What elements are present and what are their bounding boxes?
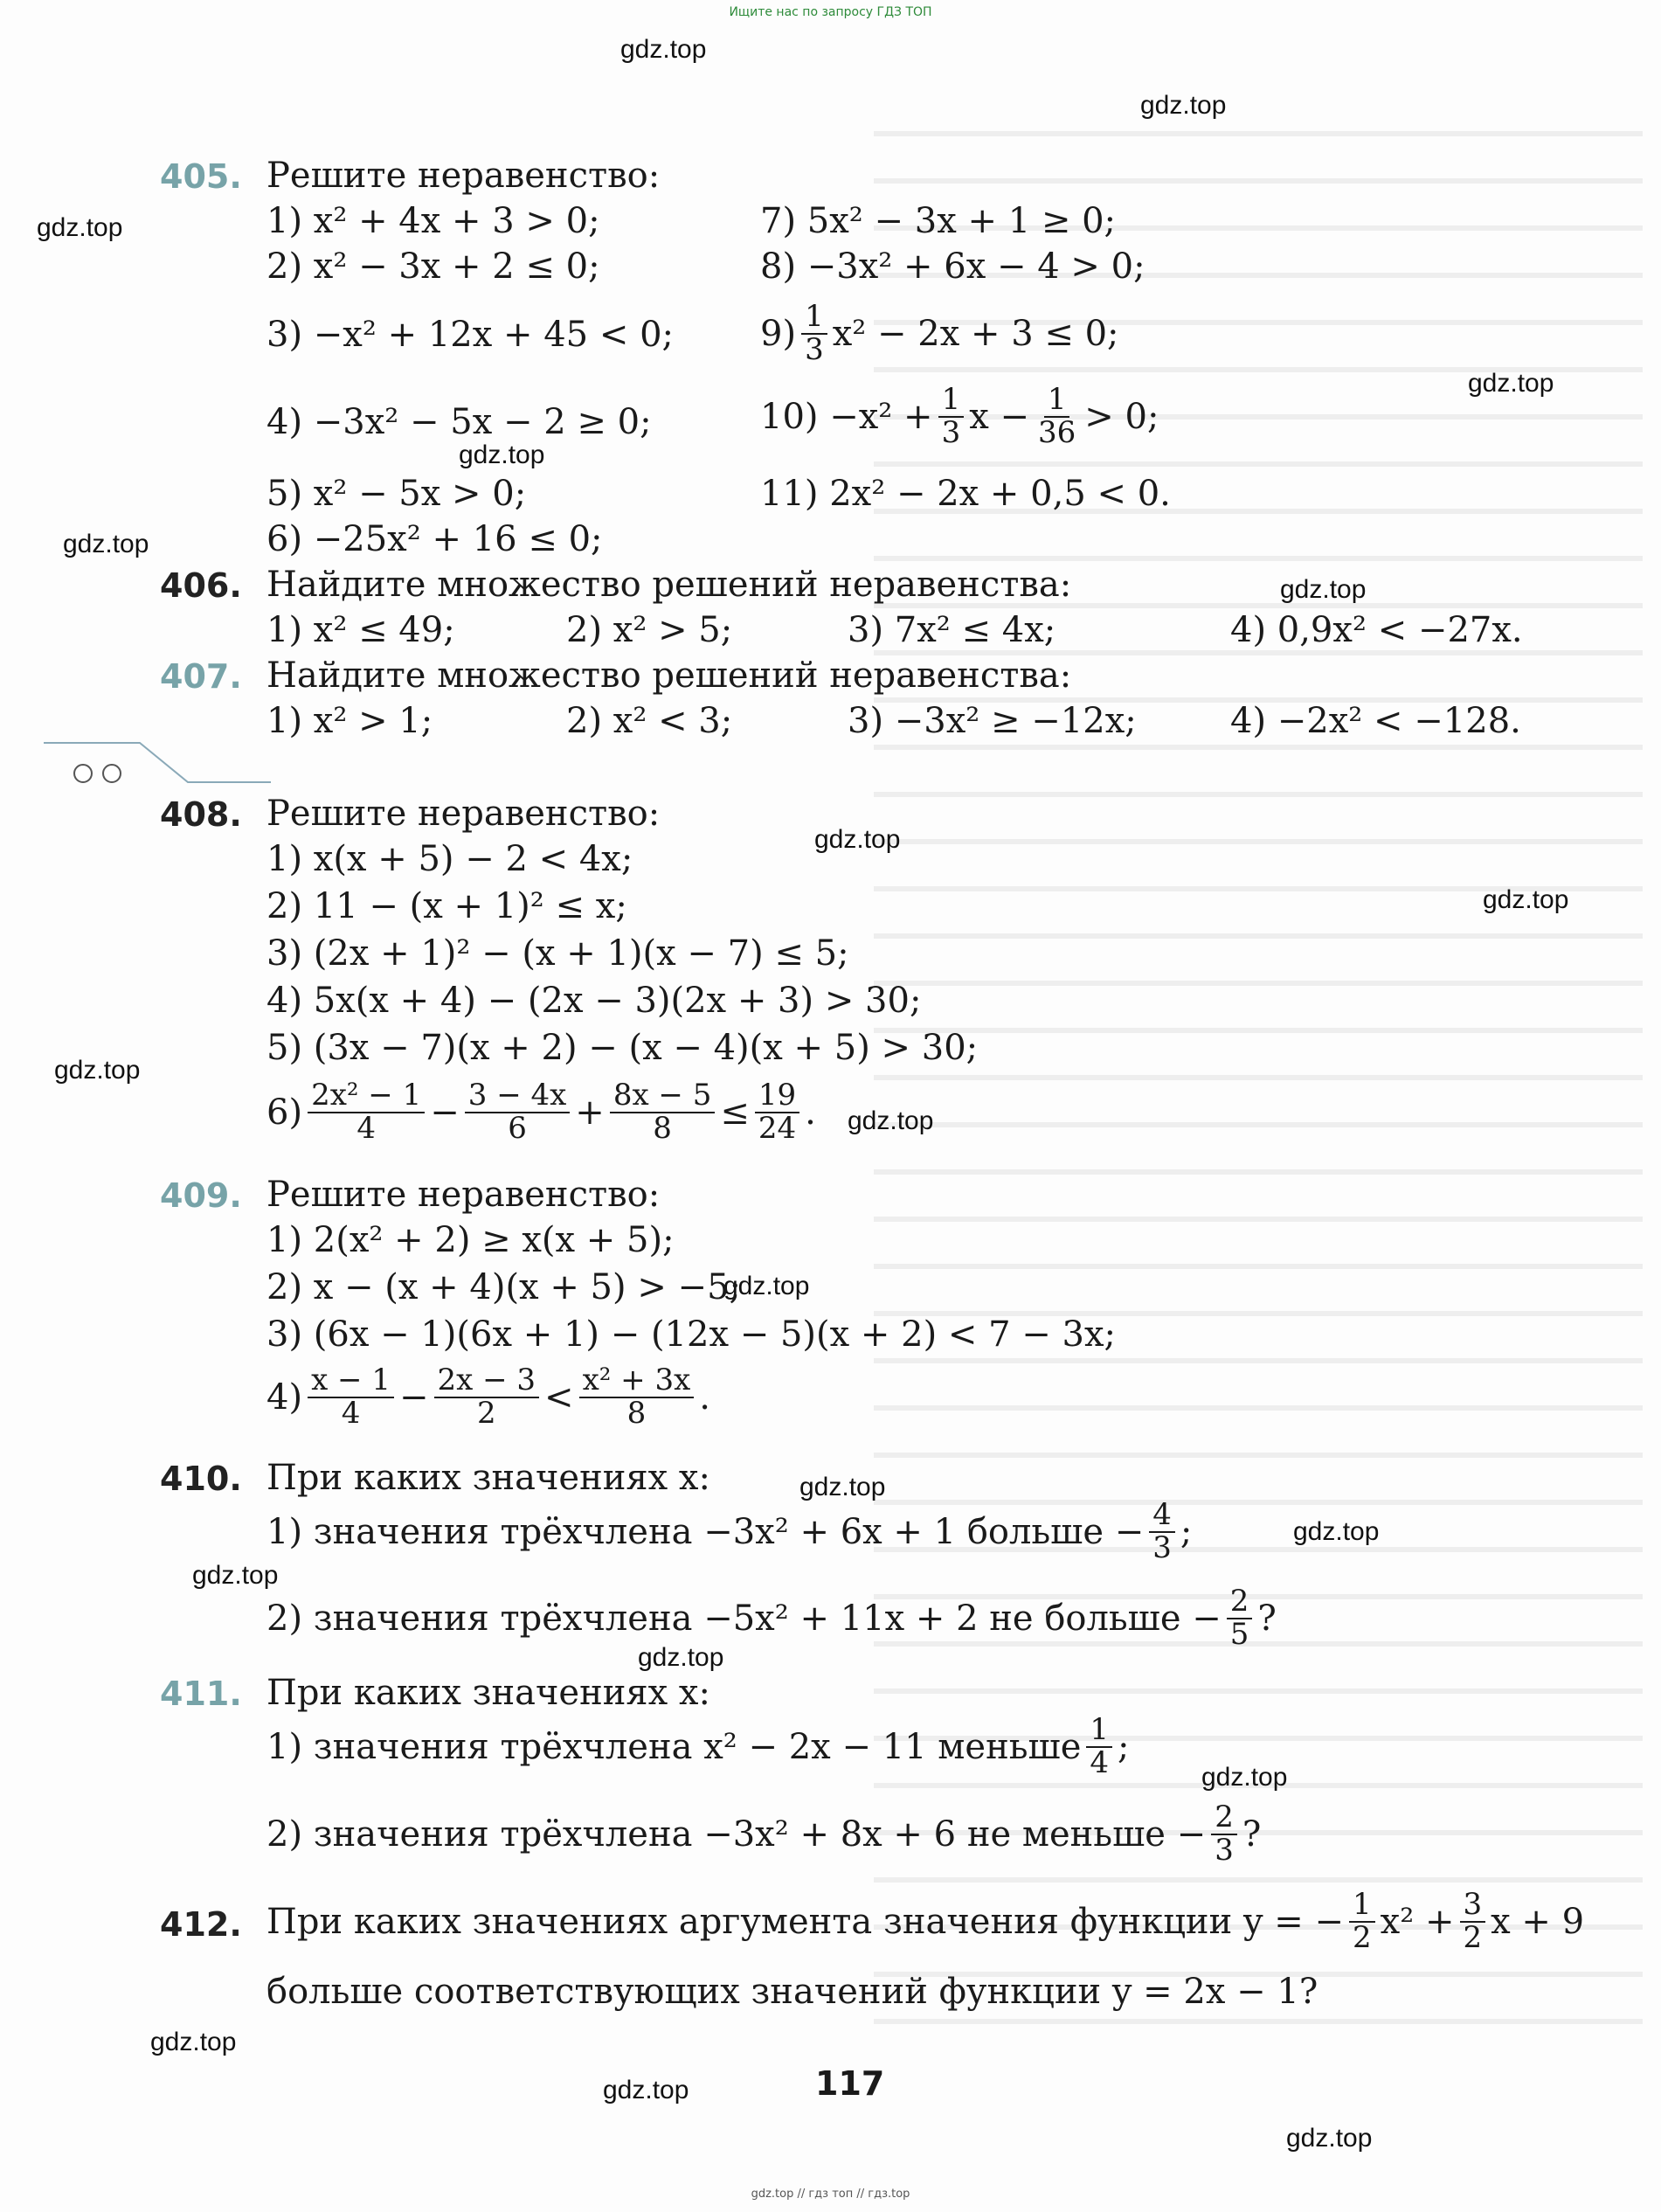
denominator: 2 xyxy=(1463,1919,1483,1955)
operator: − xyxy=(430,1092,460,1133)
fraction xyxy=(1460,1887,1486,1955)
problem-number-412: 412. xyxy=(160,1905,242,1944)
punctuation: ? xyxy=(1257,1598,1277,1639)
problem-number-411: 411. xyxy=(160,1675,242,1713)
fraction xyxy=(755,1080,799,1144)
denominator: 3 xyxy=(1215,1832,1234,1868)
watermark: gdz.top xyxy=(63,530,149,558)
numerator: 1 xyxy=(1086,1715,1112,1748)
watermark: gdz.top xyxy=(638,1643,724,1672)
watermark: gdz.top xyxy=(723,1272,810,1300)
numerator: 1 xyxy=(801,302,827,335)
problem-412-line-2: больше соответствующих значений функции y = 2x − 1? xyxy=(266,1972,1318,2012)
watermark: gdz.top xyxy=(192,1561,279,1590)
problem-405-item-2: 2) x² − 3x + 2 ≤ 0; xyxy=(266,246,600,287)
problem-406-item-4: 4) 0,9x² < −27x. xyxy=(1230,610,1523,650)
numerator: 1 xyxy=(1349,1890,1375,1923)
watermark: gdz.top xyxy=(37,213,123,242)
problem-405-heading: Решите неравенство: xyxy=(266,156,661,196)
denominator: 5 xyxy=(1229,1616,1249,1652)
item-4-prefix: 4) xyxy=(266,1376,303,1418)
item-1-text: 1) значения трёхчлена x² − 2x − 11 меньше xyxy=(266,1726,1082,1767)
line-1-middle: x² + xyxy=(1380,1901,1455,1942)
problem-411-heading: При каких значениях x: xyxy=(266,1673,710,1713)
period: . xyxy=(805,1092,816,1133)
problem-405-item-6: 6) −25x² + 16 ≤ 0; xyxy=(266,519,603,559)
fraction xyxy=(1086,1712,1112,1780)
watermark: gdz.top xyxy=(1483,885,1569,914)
fraction xyxy=(579,1365,695,1429)
operator: ≤ xyxy=(720,1092,750,1133)
denominator: 6 xyxy=(508,1110,527,1146)
punctuation: ; xyxy=(1118,1726,1130,1767)
item-10-rest: > 0; xyxy=(1084,396,1159,437)
fraction xyxy=(1035,382,1079,450)
problem-409-item-2: 2) x − (x + 4)(x + 5) > −5; xyxy=(266,1267,741,1307)
watermark: gdz.top xyxy=(1280,575,1367,604)
problem-407-item-1: 1) x² > 1; xyxy=(266,701,433,741)
problem-406-item-1: 1) x² ≤ 49; xyxy=(266,610,455,650)
item-2-text: 2) значения трёхчлена −5x² + 11x + 2 не больше − xyxy=(266,1598,1222,1639)
item-6-prefix: 6) xyxy=(266,1092,303,1133)
fraction xyxy=(938,382,965,450)
fraction xyxy=(1227,1586,1253,1650)
problem-407-item-3: 3) −3x² ≥ −12x; xyxy=(848,701,1137,741)
problem-number-407: 407. xyxy=(160,657,242,696)
problem-408-heading: Решите неравенство: xyxy=(266,794,661,834)
fraction xyxy=(1211,1799,1237,1868)
problem-405-item-3: 3) −x² + 12x + 45 < 0; xyxy=(266,315,674,355)
problem-number-405: 405. xyxy=(160,157,242,196)
line-1-text: При каких значениях аргумента значения функции y = − xyxy=(266,1901,1345,1942)
denominator: 4 xyxy=(356,1110,376,1146)
watermark: gdz.top xyxy=(1286,2124,1373,2153)
problem-406-item-2: 2) x² > 5; xyxy=(566,610,733,650)
numerator: 19 xyxy=(755,1080,799,1113)
denominator: 4 xyxy=(341,1395,361,1431)
problem-408-item-5: 5) (3x − 7)(x + 2) − (x − 4)(x + 5) > 30; xyxy=(266,1028,979,1068)
problem-405-item-1: 1) x² + 4x + 3 > 0; xyxy=(266,201,600,241)
problem-number-409: 409. xyxy=(160,1176,242,1215)
fraction xyxy=(308,1365,394,1429)
denominator: 8 xyxy=(626,1395,647,1431)
numerator: 1 xyxy=(1044,385,1070,418)
item-2-text: 2) значения трёхчлена −3x² + 8x + 6 не меньше − xyxy=(266,1813,1207,1855)
problem-405-item-4: 4) −3x² − 5x − 2 ≥ 0; xyxy=(266,402,652,442)
numerator: 3 xyxy=(1460,1890,1486,1923)
problem-410-item-1 xyxy=(266,1497,1193,1565)
problem-408-item-6 xyxy=(266,1080,816,1144)
denominator: 36 xyxy=(1038,414,1076,450)
watermark: gdz.top xyxy=(1140,91,1227,120)
problem-number-410: 410. xyxy=(160,1460,242,1498)
watermark: gdz.top xyxy=(1468,369,1554,398)
watermark: gdz.top xyxy=(54,1056,141,1085)
problem-405-item-9 xyxy=(760,299,1119,367)
problem-410-heading: При каких значениях x: xyxy=(266,1458,710,1498)
item-1-text: 1) значения трёхчлена −3x² + 6x + 1 больше − xyxy=(266,1511,1145,1552)
denominator: 2 xyxy=(476,1395,496,1431)
footer-note: gdz.top // гдз топ // гдз.top xyxy=(751,2188,910,2201)
fraction xyxy=(465,1080,571,1144)
problem-405-item-7: 7) 5x² − 3x + 1 ≥ 0; xyxy=(760,201,1117,241)
problem-407-heading: Найдите множество решений неравенства: xyxy=(266,655,1072,696)
numerator: 2x − 3 xyxy=(434,1365,540,1398)
denominator: 3 xyxy=(1152,1529,1172,1565)
watermark: gdz.top xyxy=(1293,1517,1380,1546)
fraction xyxy=(1149,1497,1175,1565)
problem-408-item-3: 3) (2x + 1)² − (x + 1)(x − 7) ≤ 5; xyxy=(266,933,849,974)
numerator: 3 − 4x xyxy=(465,1080,571,1113)
problem-405-item-5: 5) x² − 5x > 0; xyxy=(266,474,527,514)
numerator: x − 1 xyxy=(308,1365,394,1398)
watermark: gdz.top xyxy=(620,35,707,64)
numerator: 2x² − 1 xyxy=(308,1080,425,1113)
problem-411-item-2 xyxy=(266,1799,1262,1868)
problem-412-line-1 xyxy=(266,1887,1585,1955)
item-9-prefix: 9) xyxy=(760,313,797,354)
problem-407-item-4: 4) −2x² < −128. xyxy=(1230,701,1521,741)
watermark: gdz.top xyxy=(814,825,901,854)
operator: + xyxy=(575,1092,605,1133)
fraction xyxy=(610,1080,716,1144)
denominator: 3 xyxy=(805,331,824,367)
operator: − xyxy=(398,1376,429,1418)
denominator: 3 xyxy=(941,414,961,450)
difficulty-marker-icon xyxy=(35,738,280,791)
problem-408-item-1: 1) x(x + 5) − 2 < 4x; xyxy=(266,839,633,879)
denominator: 4 xyxy=(1090,1744,1110,1780)
problem-number-406: 406. xyxy=(160,566,242,605)
watermark: gdz.top xyxy=(150,2028,237,2056)
page-number: 117 xyxy=(815,2064,885,2103)
watermark: gdz.top xyxy=(603,2076,689,2105)
problem-406-heading: Найдите множество решений неравенства: xyxy=(266,565,1072,605)
problem-408-item-2: 2) 11 − (x + 1)² ≤ x; xyxy=(266,886,627,926)
item-10-middle: x − xyxy=(969,396,1029,437)
period: . xyxy=(699,1376,710,1418)
watermark: gdz.top xyxy=(799,1473,886,1501)
punctuation: ; xyxy=(1180,1511,1193,1552)
fraction xyxy=(434,1365,540,1429)
numerator: 8x − 5 xyxy=(610,1080,716,1113)
problem-409-item-4 xyxy=(266,1365,710,1429)
problem-409-item-1: 1) 2(x² + 2) ≥ x(x + 5); xyxy=(266,1220,675,1260)
watermark: gdz.top xyxy=(1201,1763,1288,1792)
item-9-rest: x² − 2x + 3 ≤ 0; xyxy=(832,313,1119,354)
problem-405-item-10 xyxy=(760,382,1159,450)
problem-411-item-1 xyxy=(266,1712,1130,1780)
denominator: 8 xyxy=(653,1110,672,1146)
item-10-prefix: 10) −x² + xyxy=(760,396,933,437)
problem-407-item-2: 2) x² < 3; xyxy=(566,701,733,741)
numerator: 4 xyxy=(1149,1500,1175,1533)
numerator: x² + 3x xyxy=(579,1365,695,1398)
numerator: 2 xyxy=(1211,1802,1237,1835)
line-1-end: x + 9 xyxy=(1491,1901,1585,1942)
header-note: Ищите нас по запросу ГДЗ ТОП xyxy=(729,5,932,19)
fraction xyxy=(1349,1887,1375,1955)
problem-number-408: 408. xyxy=(160,795,242,834)
fraction xyxy=(308,1080,425,1144)
problem-406-item-3: 3) 7x² ≤ 4x; xyxy=(848,610,1056,650)
problem-409-item-3: 3) (6x − 1)(6x + 1) − (12x − 5)(x + 2) < 7 − 3x; xyxy=(266,1314,1116,1355)
problem-405-item-8: 8) −3x² + 6x − 4 > 0; xyxy=(760,246,1145,287)
problem-405-item-11: 11) 2x² − 2x + 0,5 < 0. xyxy=(760,474,1171,514)
denominator: 24 xyxy=(758,1110,797,1146)
operator: < xyxy=(544,1376,574,1418)
watermark: gdz.top xyxy=(848,1106,934,1135)
punctuation: ? xyxy=(1242,1813,1262,1855)
fraction xyxy=(801,299,827,367)
problem-408-item-4: 4) 5x(x + 4) − (2x − 3)(2x + 3) > 30; xyxy=(266,981,922,1021)
numerator: 2 xyxy=(1227,1586,1253,1619)
problem-409-heading: Решите неравенство: xyxy=(266,1175,661,1215)
numerator: 1 xyxy=(938,385,965,418)
problem-410-item-2 xyxy=(266,1586,1277,1650)
watermark: gdz.top xyxy=(459,440,545,469)
denominator: 2 xyxy=(1353,1919,1372,1955)
